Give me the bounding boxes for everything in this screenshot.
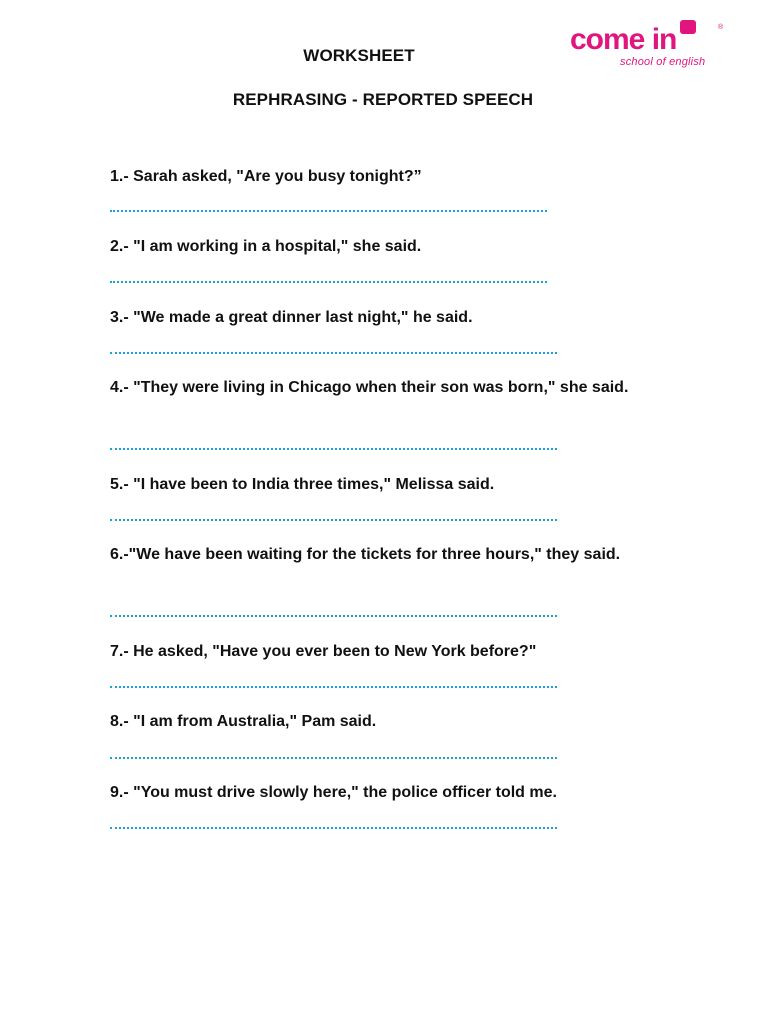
school-logo xyxy=(568,18,743,74)
question-9: 9.- "You must drive slowly here," the police officer told me. xyxy=(110,784,557,801)
logo-mark-icon xyxy=(680,20,696,34)
logo-wordmark: come in xyxy=(570,23,677,56)
question-7: 7.- He asked, "Have you ever been to New York before?" xyxy=(110,643,537,660)
answer-line-6[interactable] xyxy=(110,611,557,617)
answer-line-4[interactable] xyxy=(110,444,557,450)
answer-line-7[interactable] xyxy=(110,682,557,688)
question-1: 1.- Sarah asked, "Are you busy tonight?” xyxy=(110,168,422,185)
answer-line-1[interactable] xyxy=(110,206,547,212)
question-2: 2.- "I am working in a hospital," she said. xyxy=(110,238,422,255)
question-3: 3.- "We made a great dinner last night," he said. xyxy=(110,309,473,326)
question-6: 6.-"We have been waiting for the tickets for three hours," they said. xyxy=(110,546,621,563)
logo-registered-mark: ® xyxy=(718,24,724,31)
worksheet-subtitle: REPHRASING - REPORTED SPEECH xyxy=(232,90,534,109)
logo-tagline: school of english xyxy=(620,56,706,68)
question-8: 8.- "I am from Australia," Pam said. xyxy=(110,713,377,730)
worksheet-title: WORKSHEET xyxy=(303,46,415,65)
answer-line-5[interactable] xyxy=(110,515,557,521)
answer-line-2[interactable] xyxy=(110,277,547,283)
question-4: 4.- "They were living in Chicago when their son was born," she said. xyxy=(110,379,629,396)
answer-line-9[interactable] xyxy=(110,823,557,829)
answer-line-3[interactable] xyxy=(110,348,557,354)
answer-line-8[interactable] xyxy=(110,753,557,759)
question-5: 5.- "I have been to India three times," Melissa said. xyxy=(110,476,495,493)
